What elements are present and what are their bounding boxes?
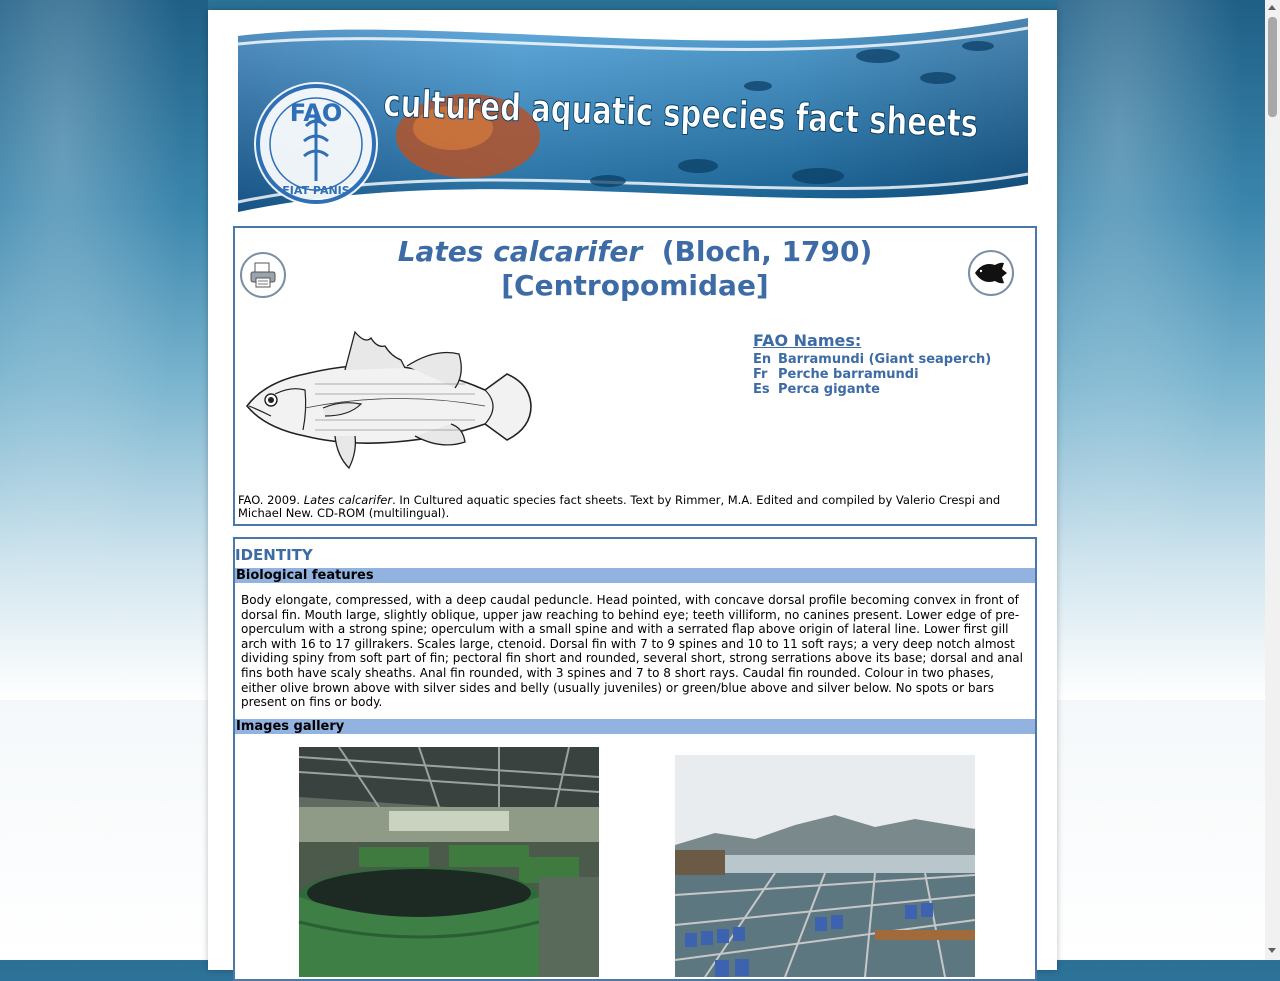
species-header-box (233, 226, 1037, 526)
fao-names (753, 331, 991, 397)
fao-name-en: En Barramundi (Giant seaperch) (753, 352, 992, 367)
scrollbar[interactable] (1265, 0, 1280, 960)
identity-heading: IDENTITY (235, 546, 313, 564)
fao-name-fr: Fr Perche barramundi (753, 367, 919, 382)
svg-text:FIAT PANIS: FIAT PANIS (282, 184, 350, 197)
print-button[interactable] (240, 252, 286, 298)
background-left (0, 0, 208, 700)
identity-box (233, 537, 1037, 981)
species-author: (Bloch, 1790) (661, 235, 873, 268)
gallery-image-cages[interactable] (675, 755, 975, 977)
scroll-thumb[interactable] (1268, 17, 1277, 117)
species-family: [Centropomidae] (501, 269, 769, 302)
banner (238, 16, 1160, 212)
citation: FAO. 2009. Lates calcarifer. In Cultured aquatic species fact sheets. Text by Rimmer, M.A. Edited and compiled by Valerio Crespi and Michael New. CD-ROM (multilingual). (238, 493, 1001, 520)
svg-text:FAO: FAO (289, 99, 343, 127)
fish-icon (973, 259, 1009, 287)
images-gallery-heading: Images gallery (235, 719, 1035, 734)
fao-names-heading: FAO Names: (753, 331, 862, 350)
scroll-down-icon[interactable] (1268, 948, 1276, 953)
banner-title: cultured aquatic species fact sheets (382, 81, 1160, 153)
scroll-up-icon[interactable] (1268, 5, 1276, 10)
fao-name-es: Es Perca gigante (753, 382, 880, 397)
species-title (295, 235, 975, 269)
page-container (208, 10, 1160, 970)
background-right (1057, 0, 1265, 700)
fao-logo (254, 82, 378, 206)
biological-features-heading: Biological features (235, 568, 1035, 583)
printer-icon (248, 260, 278, 290)
fish-illustration (245, 324, 535, 474)
gallery-image-tanks[interactable] (299, 747, 599, 977)
biological-features-text: Body elongate, compressed, with a deep caudal peduncle. Head pointed, with concave dorsal profile becoming convex in front of dorsal fin. Mouth large, slightly oblique, upper jaw reaching to behind eye; teeth villiform, no canines present. Lower edge of pre-operculum with a strong spine; operculum with a small spine and with a serrated flap above origin of lateral line. Lower first gill arch with 16 to 17 gillrakers. Scales large, ctenoid. Dorsal fin with 7 to 9 spines and 10 to 11 soft rays; a very deep notch almost dividing spiny from soft part of fin; pectoral fin short and rounded, several short, strong serrations above its base; dorsal and anal fins both have scaly sheaths. Anal fin rounded, with 3 spines and 7 to 8 short rays. Caudal fin rounded. Colour in two phases, either olive brown above with silver sides and belly (usually juveniles) or green/blue above and silver below. No spots or bars present on fins or body. (241, 593, 1023, 710)
scientific-name: Lates calcarifer (397, 235, 643, 268)
